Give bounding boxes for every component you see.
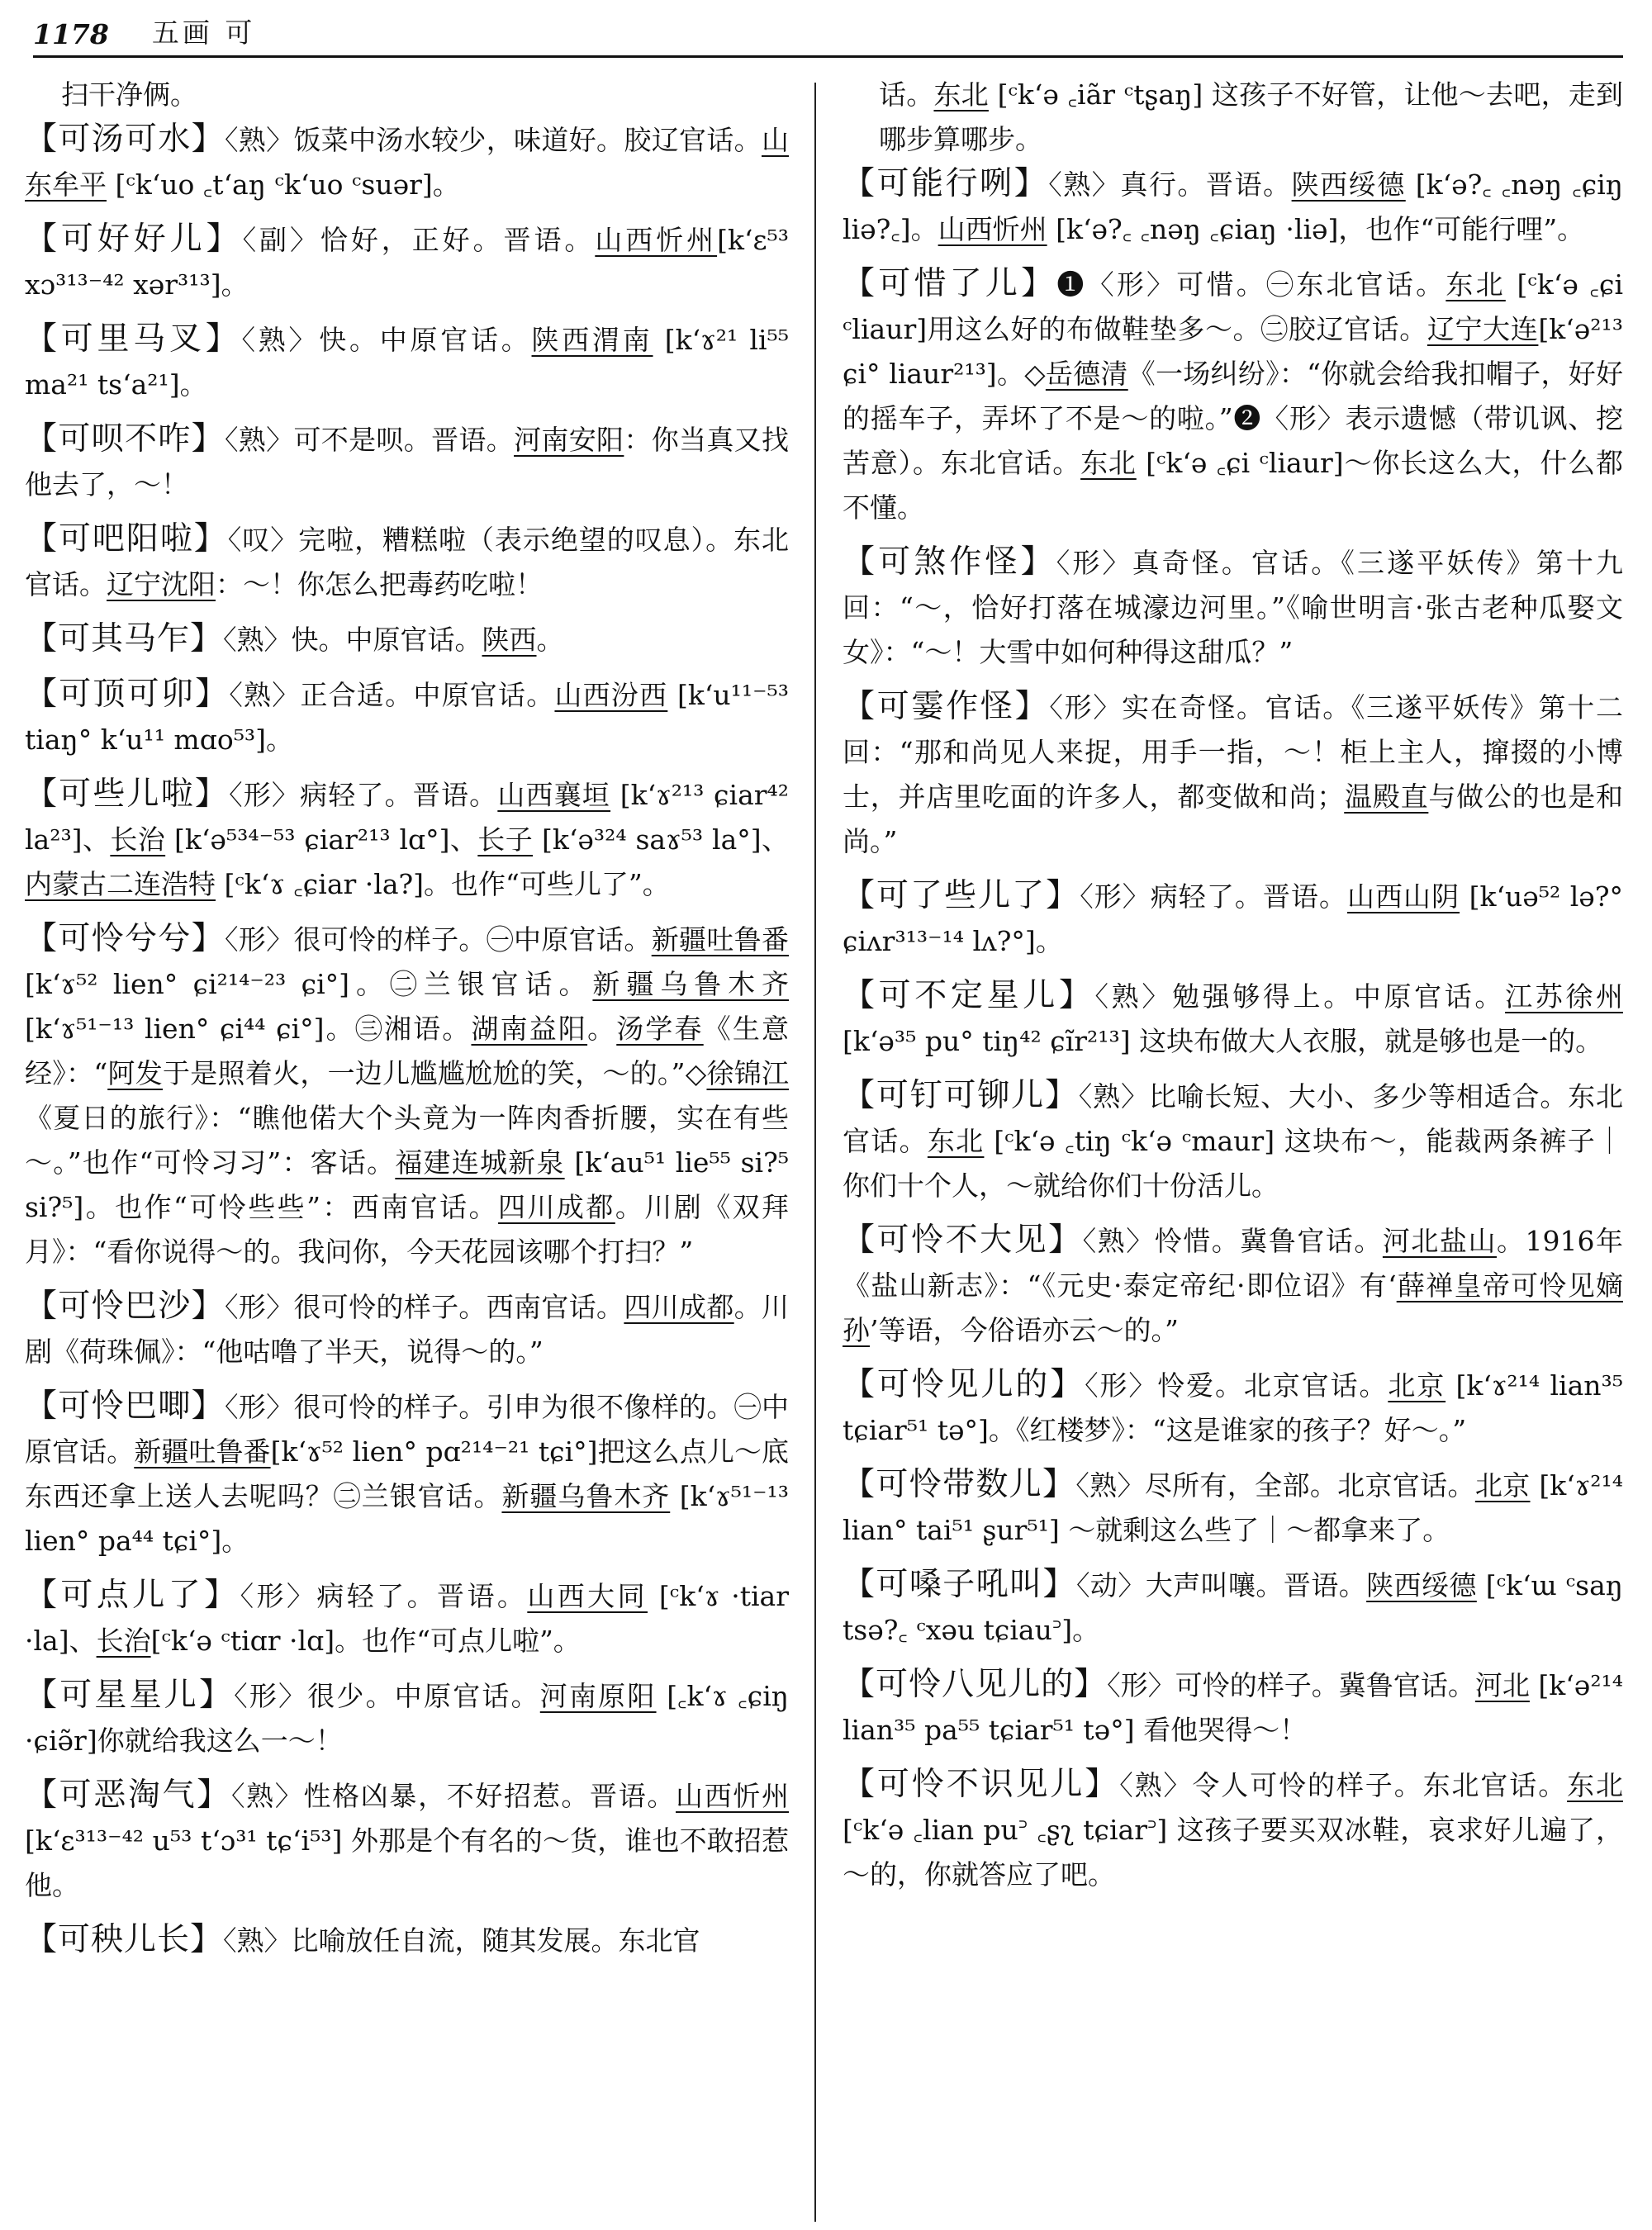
definition-text: 〈熟〉比喻放任自流，随其发展。东北官 <box>223 1924 700 1957</box>
place-name: 长治 <box>110 823 166 856</box>
dictionary-entry <box>25 517 789 607</box>
definition-text: [k‘ɤ²¹³ ɕiar⁴² la²³]、 <box>25 779 789 856</box>
definition-text: [꜀k‘ɤ ꜀ɕiŋ ·ɕiə̃r]你就给我这么一～！ <box>25 1680 789 1757</box>
place-name: 山西山阴 <box>1346 880 1460 913</box>
definition-text: 〈叹〉完啦，糟糕啦（表示绝望的叹息）。东北官话。 <box>25 524 789 600</box>
right-entries <box>843 162 1623 1897</box>
entry-headword: 【可怜兮兮】 <box>25 920 225 957</box>
dictionary-entry <box>25 1384 789 1563</box>
definition-text: 。1916年《盐山新志》：“《元史·泰定帝纪·即位诏》有‘ <box>843 1225 1623 1302</box>
definition-text: [k‘au⁵¹ lie⁵⁵ si?⁵ si?⁵]。也作“可怜些些”：西南官话。 <box>25 1146 789 1223</box>
definition-text: 〈形〉很可怜的样子。㊀中原官话。 <box>224 923 652 956</box>
definition-text: [ᶜk‘ə ꜀ɕi ᶜliaur]～你长这么大，什么都不懂。 <box>843 447 1623 524</box>
dictionary-entry <box>25 1773 789 1908</box>
place-name: 东北 <box>1567 1769 1623 1801</box>
definition-text: 〈动〉大声叫嚷。晋语。 <box>1075 1569 1367 1601</box>
entry-headword: 【可怜带数儿】 <box>843 1466 1076 1503</box>
dictionary-entry <box>25 672 789 762</box>
dictionary-entry <box>843 1463 1623 1553</box>
entry-headword: 【可煞作怪】 <box>843 543 1056 581</box>
entry-headword: 【可些儿啦】 <box>25 776 230 813</box>
definition-text: 〈熟〉饭菜中汤水较少，味道好。胶辽官话。 <box>224 124 762 156</box>
continuation-text: 扫干净俩。 <box>61 78 197 111</box>
place-name: 新疆吐鲁番 <box>651 923 789 956</box>
entry-headword: 【可汤可水】 <box>25 121 225 158</box>
dictionary-entry <box>843 1363 1623 1453</box>
definition-text: 〈形〉怜爱。北京官话。 <box>1085 1369 1389 1402</box>
definition-text: 《生意经》：“ <box>25 1013 789 1089</box>
definition-text: [k‘ɤ²¹ li⁵⁵ ma²¹ ts‘a²¹]。 <box>25 324 789 401</box>
place-name: 陕西绥德 <box>1366 1569 1477 1601</box>
definition-text: 与做公的也是和尚。” <box>843 780 1623 857</box>
dictionary-entry <box>843 685 1623 864</box>
definition-text: 〈形〉真奇怪。官话。《三遂平妖传》第十九回：“～，恰好打落在城濠边河里。”《喻世明言·张古老种瓜娶文女》：“～！大雪中如何种得这甜瓜？” <box>843 547 1623 668</box>
definition-text: 〈形〉很可怜的样子。引申为很不像样的。㊀中原官话。 <box>25 1391 789 1468</box>
place-name: 新疆乌鲁木齐 <box>592 968 789 1000</box>
definition-text: 〈熟〉性格凶暴，不好招惹。晋语。 <box>230 1780 676 1812</box>
entry-headword: 【可嗓子吼叫】 <box>843 1566 1076 1603</box>
definition-text: [k‘ɤ²¹⁴ lian³⁵ tɕiar⁵¹ tə°]。《红楼梦》：“这是谁家的孩子？好～。” <box>843 1369 1623 1446</box>
place-name: 山西忻州 <box>938 213 1047 245</box>
definition-text: ’等语，今俗语亦云～的。” <box>870 1314 1179 1346</box>
entry-headword: 【可怜八见儿的】 <box>843 1666 1108 1703</box>
place-name: 河北 <box>1474 1669 1530 1701</box>
definition-text: 〈形〉病轻了。晋语。 <box>229 779 498 811</box>
place-name: 东北 <box>1080 447 1137 479</box>
definition-text: 〈熟〉快。中原官话。 <box>241 324 532 356</box>
definition-text: [k‘ɛ⁵³ xɔ³¹³⁻⁴² xər³¹³]。 <box>25 224 789 301</box>
entry-headword: 【可钉可铆儿】 <box>843 1077 1079 1114</box>
definition-text: [k‘u¹¹⁻⁵³ tiaŋ° k‘u¹¹ mɑo⁵³]。 <box>25 679 789 756</box>
dictionary-entry <box>843 874 1623 964</box>
place-name: 江苏徐州 <box>1505 980 1623 1013</box>
definition-text: 《一场纠纷》：“你就会给我扣帽子，好好的摇车子，弄坏了不是～的啦。”❷〈形〉表示遗憾（带讥讽、挖苦意）。东北官话。 <box>843 358 1623 479</box>
entry-headword: 【可怜巴唧】 <box>25 1388 225 1425</box>
entry-headword: 【可怜不识见儿】 <box>843 1766 1120 1803</box>
definition-text: ：你当真又找他去了，～！ <box>25 424 789 501</box>
section-title: 五画 可 <box>151 17 256 49</box>
definition-text: 〈熟〉正合适。中原官话。 <box>229 679 555 711</box>
definition-text: [k‘ɤ⁵¹⁻¹³ lien° pa⁴⁴ tɕi°]。 <box>25 1480 789 1557</box>
place-name: 新疆吐鲁番 <box>134 1435 271 1468</box>
place-name: 长子 <box>477 823 534 856</box>
dictionary-entry <box>843 1563 1623 1653</box>
left-column <box>25 73 789 2220</box>
definition-text: 。 <box>587 1013 617 1045</box>
page-header <box>33 15 1623 58</box>
entry-headword: 【可好好儿】 <box>25 221 243 258</box>
place-name: 徐锦江 <box>706 1057 789 1089</box>
dictionary-entry <box>25 317 789 407</box>
definition-text: 〈形〉实在奇怪。官话。《三遂平妖传》第十二回：“那和尚见人来捉，用手一指，～！柜上主人，撺掇的小博士，并店里吃面的许多人，都变做和尚； <box>843 691 1623 813</box>
definition-text: [k‘ə⁵³⁴⁻⁵³ ɕiar²¹³ lɑ°]、 <box>165 823 478 856</box>
place-name: 山西襄垣 <box>497 779 611 811</box>
place-name: 汤学春 <box>616 1013 704 1045</box>
definition-text: 〈熟〉尽所有，全部。北京官话。 <box>1075 1469 1475 1502</box>
entry-headword: 【可怜巴沙】 <box>25 1288 225 1325</box>
place-name: 山西大同 <box>527 1580 648 1612</box>
entry-headword: 【可能行咧】 <box>843 165 1049 202</box>
definition-text: 〈形〉病轻了。晋语。 <box>1080 880 1347 913</box>
place-name: 山西汾西 <box>554 679 668 711</box>
entry-headword: 【可点儿了】 <box>25 1577 240 1614</box>
place-name: 北京 <box>1388 1369 1446 1402</box>
dictionary-entry <box>843 162 1623 252</box>
dictionary-entry <box>843 974 1623 1064</box>
definition-text: [ᶜk‘ɯ ᶜsaŋ tsə?꜀ ᶜxəu tɕiau꜄]。 <box>843 1569 1623 1646</box>
dictionary-entry <box>25 617 789 662</box>
definition-text: 〈形〉很少。中原官话。 <box>234 1680 540 1712</box>
place-name: 岳德清 <box>1045 358 1128 390</box>
entry-headword: 【可不定星儿】 <box>843 977 1095 1014</box>
definition-text: 。川剧《双拜月》：“看你说得～的。我问你，今天花园该哪个打扫？” <box>25 1191 789 1268</box>
entry-headword: 【可顶可卯】 <box>25 676 230 713</box>
place-name: 河南原阳 <box>539 1680 657 1712</box>
definition-text: 〈副〉恰好，正好。晋语。 <box>242 224 596 256</box>
definition-text: [ᶜk‘uo ꜀t‘aŋ ᶜk‘uo ᶜsuər]。 <box>107 168 460 201</box>
dictionary-entry <box>25 217 789 307</box>
definition-text: 〈形〉可怜的样子。冀鲁官话。 <box>1107 1669 1475 1701</box>
definition-text: 。 <box>536 624 564 656</box>
definition-text: [k‘ə?꜀ ꜀nəŋ ꜀ɕiaŋ ·liə]，也作“可能行哩”。 <box>1047 213 1585 245</box>
dictionary-entry <box>25 1284 789 1374</box>
definition-text: [ᶜk‘ə ꜀lian pu꜄ ꜀ʂʅ tɕiar꜄] 这孩子要买双冰鞋，哀求好儿遍了，～的，你就答应了吧。 <box>843 1814 1623 1891</box>
definition-text: [k‘ɤ²¹⁴ lian° tai⁵¹ ʂur⁵¹] ～就剩这么些了｜～都拿来了。 <box>843 1469 1623 1546</box>
definition-text: 于是照着火，一边儿尴尴尬尬的笑，～的。”◇ <box>163 1057 707 1089</box>
place-name: 四川成都 <box>498 1191 615 1223</box>
definition-text: 《夏日的旅行》：“瞧他偌大个头竟为一阵肉香折腰，实在有些～。”也作“可怜习习”：客话。 <box>25 1102 789 1179</box>
entry-headword: 【可里马叉】 <box>25 320 242 358</box>
dictionary-entry <box>843 1218 1623 1353</box>
place-name: 阿发 <box>107 1057 164 1089</box>
definition-text: 〈熟〉令人可怜的样子。东北官话。 <box>1119 1769 1568 1801</box>
dictionary-entry <box>25 917 789 1274</box>
place-name: 陕西绥德 <box>1291 168 1406 201</box>
entry-headword: 【可霎作怪】 <box>843 688 1050 725</box>
definition-text: [k‘ɤ⁵¹⁻¹³ lien° ɕi⁴⁴ ɕi°]。㊂湘语。 <box>25 1013 472 1045</box>
dictionary-entry <box>843 540 1623 675</box>
dictionary-entry <box>843 1763 1623 1897</box>
dictionary-entry <box>25 772 789 907</box>
entry-headword: 【可怜见儿的】 <box>843 1366 1085 1403</box>
continuation-text <box>843 73 1623 162</box>
place-name: 福建连城新泉 <box>395 1146 565 1179</box>
entry-headword: 【可怜不大见】 <box>843 1222 1083 1259</box>
definition-text: [k‘ə³⁵ pu° tiŋ⁴² ɕĩr²¹³] 这块布做大人衣服，就是够也是一的。 <box>843 1025 1603 1057</box>
right-column <box>843 73 1623 2220</box>
place-name: 陕西 <box>482 624 537 656</box>
definition-text: [k‘ə²¹³ ɕi° liaur²¹³]。◇ <box>843 313 1623 390</box>
place-name: 东北 <box>1446 268 1506 301</box>
definition-text: [ᶜk‘ɤ ꜀ɕiar ·la?]。也作“可些儿了”。 <box>216 868 670 900</box>
definition-text: [k‘uə⁵² lə?° ɕiʌr³¹³⁻¹⁴ lʌ?°]。 <box>843 880 1623 957</box>
entry-headword: 【可呗不咋】 <box>25 420 225 458</box>
definition-text: 〈形〉病轻了。晋语。 <box>240 1580 528 1612</box>
place-name: 辽宁沈阳 <box>107 568 216 600</box>
entry-headword: 【可星星儿】 <box>25 1677 235 1714</box>
definition-text: [ᶜk‘ə ꜀iãr ᶜtʂaŋ] 这孩子不好管，让他～去吧，走到哪步算哪步。 <box>879 78 1623 155</box>
place-name: 湖南益阳 <box>471 1013 588 1045</box>
place-name: 内蒙古二连浩特 <box>25 868 216 900</box>
place-name: 河南安阳 <box>514 424 624 456</box>
definition-text: 话。 <box>879 78 934 111</box>
place-name: 新疆乌鲁木齐 <box>501 1480 671 1512</box>
place-name: 山西忻州 <box>595 224 718 256</box>
place-name: 东北 <box>927 1125 985 1157</box>
dictionary-entry <box>25 1918 789 1963</box>
definition-text: [ᶜk‘ə ꜀ɕi ᶜliaur]用这么好的布做鞋垫多～。㊁胶辽官话。 <box>843 268 1623 345</box>
place-name: 薛禅皇帝可怜见嫡孙 <box>843 1269 1623 1346</box>
definition-text: 〈熟〉勉强够得上。中原官话。 <box>1094 980 1506 1013</box>
definition-text: [k‘ɤ⁵² lien° ɕi²¹⁴⁻²³ ɕi°]。㊁兰银官话。 <box>25 968 593 1000</box>
place-name: 北京 <box>1474 1469 1531 1502</box>
place-name: 山西忻州 <box>676 1780 789 1812</box>
definition-text: 〈熟〉真行。晋语。 <box>1048 168 1292 201</box>
entry-headword: 【可了些儿了】 <box>843 877 1080 914</box>
dictionary-entry <box>25 1673 789 1763</box>
dictionary-entry <box>843 262 1623 530</box>
place-name: 长治 <box>96 1625 151 1657</box>
dictionary-entry <box>25 1573 789 1663</box>
definition-text: 。川剧《荷珠佩》：“他咕噜了半天，说得～的。” <box>25 1291 789 1368</box>
definition-text: [k‘ə³²⁴ saɤ⁵³ la°]、 <box>533 823 789 856</box>
dictionary-entry <box>843 1074 1623 1208</box>
definition-text: 〈熟〉快。中原官话。 <box>223 624 482 656</box>
definition-text: 〈熟〉比喻长短、大小、多少等相适合。东北官话。 <box>843 1080 1623 1157</box>
place-name: 温殿直 <box>1344 780 1429 813</box>
place-name: 东北 <box>933 78 989 111</box>
place-name: 山东牟平 <box>25 124 789 201</box>
definition-text: [ᶜk‘ə ꜀tiŋ ᶜk‘ə ᶜmaur] 这块布～，能裁两条裤子｜你们十个人，～就给你们十份活儿。 <box>843 1125 1623 1202</box>
dictionary-entry <box>25 117 789 207</box>
definition-text: [k‘ɤ⁵² lien° pɑ²¹⁴⁻²¹ tɕi°]把这么点儿～底东西还拿上送人去呢吗？㊁兰银官话。 <box>25 1435 789 1512</box>
dictionary-entry <box>25 417 789 507</box>
definition-text: 〈熟〉可不是呗。晋语。 <box>224 424 515 456</box>
dictionary-entry <box>843 1663 1623 1753</box>
definition-text: [ᶜk‘ə ᶜtiɑr ·lɑ]。也作“可点儿啦”。 <box>150 1625 581 1657</box>
definition-text: [k‘ɛ³¹³⁻⁴² u⁵³ t‘ɔ³¹ tɕ‘i⁵³] 外那是个有名的～货，谁也不敢招惹他。 <box>25 1824 789 1901</box>
definition-text: [k‘ə²¹⁴ lian³⁵ pa⁵⁵ tɕiar⁵¹ tə°] 看他哭得～！ <box>843 1669 1623 1746</box>
definition-text: 〈形〉很可怜的样子。西南官话。 <box>224 1291 624 1323</box>
definition-text: [k‘ə?꜀ ꜀nəŋ ꜀ɕiŋ liə?꜀]。 <box>843 168 1623 245</box>
place-name: 陕西渭南 <box>531 324 653 356</box>
entry-headword: 【可秧儿长】 <box>25 1921 224 1958</box>
place-name: 河北盐山 <box>1382 1225 1497 1257</box>
place-name: 辽宁大连 <box>1427 313 1539 345</box>
entry-headword: 【可吧阳啦】 <box>25 520 228 558</box>
column-divider <box>814 83 816 2222</box>
page-number: 1178 <box>33 18 109 50</box>
entry-headword: 【可其马乍】 <box>25 620 224 657</box>
place-name: 四川成都 <box>624 1291 734 1323</box>
definition-text: ：～！你怎么把毒药吃啦！ <box>216 568 543 600</box>
left-entries <box>25 117 789 1963</box>
entry-headword: 【可恶淘气】 <box>25 1777 231 1814</box>
entry-headword: 【可惜了儿】 <box>843 265 1057 302</box>
definition-text: 〈熟〉怜惜。冀鲁官话。 <box>1082 1225 1383 1257</box>
definition-text: ❶〈形〉可惜。㊀东北官话。 <box>1056 268 1446 301</box>
definition-text: [ᶜk‘ɤ ·tiar ·la]、 <box>25 1580 789 1657</box>
